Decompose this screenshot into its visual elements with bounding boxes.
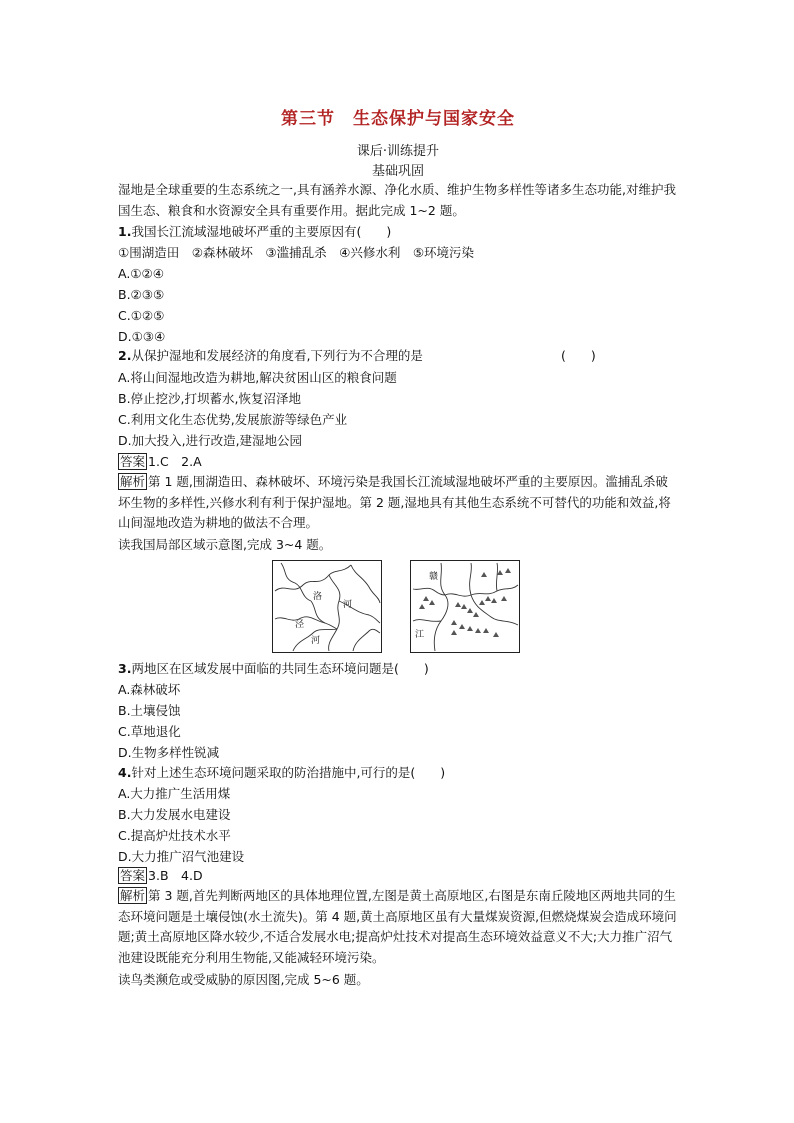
analysis-text-2: 第 3 题,首先判断两地区的具体地理位置,左图是黄土高原地区,右图是东南丘陵地区两地共同的生态环境问题是土壤侵蚀(水土流失)。第 4 题,黄土高原地区虽有大量煤炭资源,但燃烧煤炭会造成环境问题;黄土高原地区降水较少,不适合发展水电;提高炉灶技术对提高生态环境效益意义不大;大力推广沼气池建设既能充分利用生物能,又能减轻环境污染。 — [118, 888, 677, 965]
answer-text: 1.C 2.A — [148, 454, 202, 469]
analysis-text: 第 1 题,围湖造田、森林破坏、环境污染是我国长江流域湿地破坏严重的主要原因。滥捕乱杀破坏生物的多样性,兴修水利有利于保护湿地。第 2 题,湿地具有其他生态系统不可替代的功能和效益,将山间湿地改造为耕地的做法不合理。 — [118, 474, 671, 530]
q1-option-d: D.①③④ — [118, 329, 166, 344]
analysis-label-2: 解析 — [120, 888, 146, 903]
q2-option-b: B.停止挖沙,打坝蓄水,恢复沼泽地 — [118, 391, 301, 406]
q1-option-b: B.②③⑤ — [118, 287, 165, 302]
question-1-stem — [118, 222, 391, 241]
question-2-number: 2. — [118, 348, 132, 363]
question-2-text: 从保护湿地和发展经济的角度看,下列行为不合理的是 — [131, 348, 423, 363]
loess-map-drawing — [273, 561, 381, 652]
q3-option-b: B.土壤侵蚀 — [118, 703, 181, 718]
hills-map-drawing — [411, 561, 519, 652]
q4-option-a: A.大力推广生活用煤 — [118, 786, 231, 801]
analysis-3-4 — [118, 886, 678, 968]
q2-option-a: A.将山间湿地改造为耕地,解决贫困山区的粮食问题 — [118, 370, 397, 385]
answer-label: 答案 — [120, 454, 146, 469]
question-2-paren: ( ) — [561, 348, 596, 363]
answer-label-2: 答案 — [120, 868, 146, 883]
map-label-jing: 泾 — [295, 620, 305, 630]
question-3-text: 两地区在区域发展中面临的共同生态环境问题是( ) — [131, 661, 429, 676]
map-label-gan: 赣 — [429, 572, 439, 582]
q2-option-d: D.加大投入,进行改造,建湿地公园 — [118, 433, 303, 448]
question-1-items: ①围湖造田 ②森林破坏 ③滥捕乱杀 ④兴修水利 ⑤环境污染 — [118, 245, 475, 260]
q3-option-a: A.森林破坏 — [118, 682, 181, 697]
analysis-label: 解析 — [120, 474, 146, 489]
question-4-stem — [118, 763, 445, 782]
map-label-he-2: 河 — [311, 636, 321, 646]
subtitle-after-class: 课后·训练提升 — [356, 144, 440, 159]
section-title: 第三节 生态保护与国家安全 — [281, 109, 515, 129]
question-2-stem — [118, 346, 423, 365]
q1-option-c: C.①②⑤ — [118, 308, 165, 323]
question-3-stem — [118, 659, 429, 678]
question-4-text: 针对上述生态环境问题采取的防治措施中,可行的是( ) — [131, 765, 446, 780]
intro-birds: 读鸟类濒危或受威胁的原因图,完成 5~6 题。 — [118, 972, 369, 987]
loess-plateau-map — [272, 560, 382, 653]
question-1-text: 我国长江流域湿地破坏严重的主要原因有( ) — [131, 224, 392, 239]
q4-option-b: B.大力发展水电建设 — [118, 807, 231, 822]
map-label-jiang: 江 — [415, 630, 425, 640]
intro-maps: 读我国局部区域示意图,完成 3~4 题。 — [118, 537, 332, 552]
question-1-number: 1. — [118, 224, 132, 239]
map-label-luo: 洛 — [313, 592, 323, 602]
map-label-he-1: 河 — [343, 600, 353, 610]
intro-wetland: 湿地是全球重要的生态系统之一,具有涵养水源、净化水质、维护生物多样性等诸多生态功能,对维护我国生态、粮食和水资源安全具有重要作用。据此完成 1~2 题。 — [118, 182, 676, 218]
q1-option-a: A.①②④ — [118, 266, 164, 281]
subtitle-basic: 基础巩固 — [371, 164, 424, 179]
q2-option-c: C.利用文化生态优势,发展旅游等绿色产业 — [118, 412, 348, 427]
southeast-hills-map — [410, 560, 520, 653]
answer-1-2 — [118, 452, 202, 471]
analysis-1-2 — [118, 472, 678, 534]
q3-option-d: D.生物多样性锐减 — [118, 745, 220, 760]
question-3-number: 3. — [118, 661, 132, 676]
answer-text-2: 3.B 4.D — [148, 868, 203, 883]
answer-3-4 — [118, 866, 203, 885]
q3-option-c: C.草地退化 — [118, 724, 181, 739]
q4-option-d: D.大力推广沼气池建设 — [118, 849, 245, 864]
question-4-number: 4. — [118, 765, 132, 780]
q4-option-c: C.提高炉灶技术水平 — [118, 828, 231, 843]
